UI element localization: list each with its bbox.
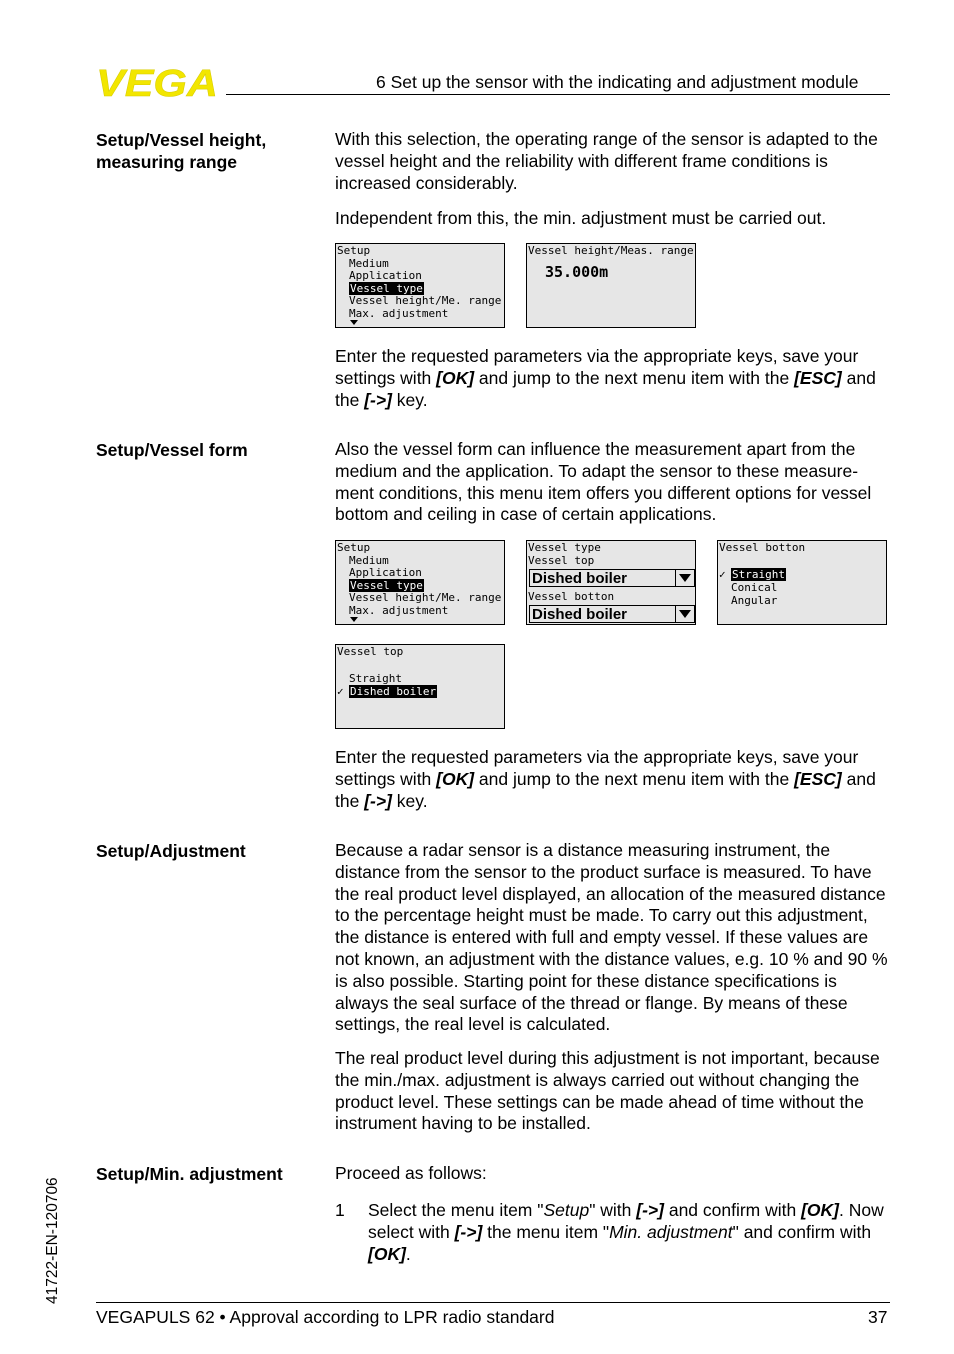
vessel-form-instructions: Enter the requested parameters via the appropriate keys, save your settings with [OK] and jump to the next menu item with the [ESC] and the [->] key. (335, 747, 876, 811)
heading-adjustment: Setup/Adjustment (96, 841, 246, 861)
page-number: 37 (868, 1307, 888, 1327)
scroll-down-icon (350, 617, 358, 622)
check-icon: ✓ (337, 685, 344, 698)
vessel-form-intro: Also the vessel form can influence the measurement apart from the medium and the application. To adapt the sensor to these measure-ment conditions, this menu item offers you different options for vessel bottom and ceiling in case of certain applications. (335, 439, 872, 525)
selected-item: Vessel type (350, 282, 423, 295)
lcd-vessel-height: Vessel height/Meas. range 35.000m (526, 243, 696, 328)
vessel-height-intro: With this selection, the operating range of the sensor is adapted to the vessel height and the reliability with different frame conditions is increased considerably. (335, 129, 878, 193)
vessel-height-note: Independent from this, the min. adjustment must be carried out. (335, 208, 827, 228)
heading-vessel-height: Setup/Vessel height, measuring range (96, 130, 267, 172)
lcd-vessel-top: Vessel top Straight ✓ Dished boiler (335, 644, 505, 729)
document-code: 41722-EN-120706 (44, 1177, 61, 1304)
vessel-height-value: 35.000m (545, 263, 609, 281)
selected-item: Vessel type (350, 579, 423, 592)
footer-doc-title: VEGAPULS 62 • Approval according to LPR radio standard (96, 1307, 555, 1327)
min-adjustment-intro: Proceed as follows: (335, 1163, 487, 1183)
heading-min-adjustment: Setup/Min. adjustment (96, 1164, 283, 1184)
selected-option: Straight (732, 568, 785, 581)
adjustment-para2: The real product level during this adjustment is not important, because the min./max. adjustment is always carried out without changing the product level. These settings can be made ahead of time without the instrument having to be installed. (335, 1048, 880, 1134)
section-title: 6 Set up the sensor with the indicating and adjustment module (376, 72, 859, 92)
step-1: Select the menu item "Setup" with [->] and confirm with [OK]. Now select with [->] the menu item "Min. adjustment" and confirm with [OK]. (368, 1200, 884, 1264)
dropdown-arrow-icon (675, 570, 694, 586)
header-rule (226, 94, 890, 95)
scroll-down-icon (350, 320, 358, 325)
vessel-height-instructions: Enter the requested parameters via the appropriate keys, save your settings with [OK] and jump to the next menu item with the [ESC] and the [->] key. (335, 346, 876, 410)
lcd-vessel-bottom: Vessel botton ✓ Straight Conical Angular (717, 540, 887, 625)
adjustment-para1: Because a radar sensor is a distance measuring instrument, the distance from the sensor to the product surface is measured. To have the real product level displayed, an allocation of the measured distance to the percentage height must be made. To carry out this adjustment, the distance is entered with full and empty vessel. If these values are not known, an adjustment with the distance values, e.g. 10 % and 90 % is also possible. Starting point for these distance specifications is always the seal surface of the thread or flange. By means of these settings, the real level is calculated. (335, 840, 888, 1035)
lcd-setup-menu-2: Setup Medium Application Vessel type Vessel height/Me. range Max. adjustment (335, 540, 505, 625)
vessel-top-combo: Dished boiler (529, 569, 695, 587)
footer-rule (96, 1302, 890, 1303)
selected-option: Dished boiler (350, 685, 437, 698)
lcd-vessel-type: Vessel type Vessel top Dished boiler Vessel botton Dished boiler (526, 540, 696, 625)
logo-text: VEGA (96, 66, 218, 98)
step-number: 1 (335, 1200, 345, 1220)
vessel-bottom-combo: Dished boiler (529, 605, 695, 623)
check-icon: ✓ (719, 568, 726, 581)
lcd-setup-menu-1: Setup Medium Application Vessel type Vessel height/Me. range Max. adjustment (335, 243, 505, 328)
vega-logo (96, 66, 220, 98)
heading-vessel-form: Setup/Vessel form (96, 440, 248, 460)
dropdown-arrow-icon (675, 606, 694, 622)
